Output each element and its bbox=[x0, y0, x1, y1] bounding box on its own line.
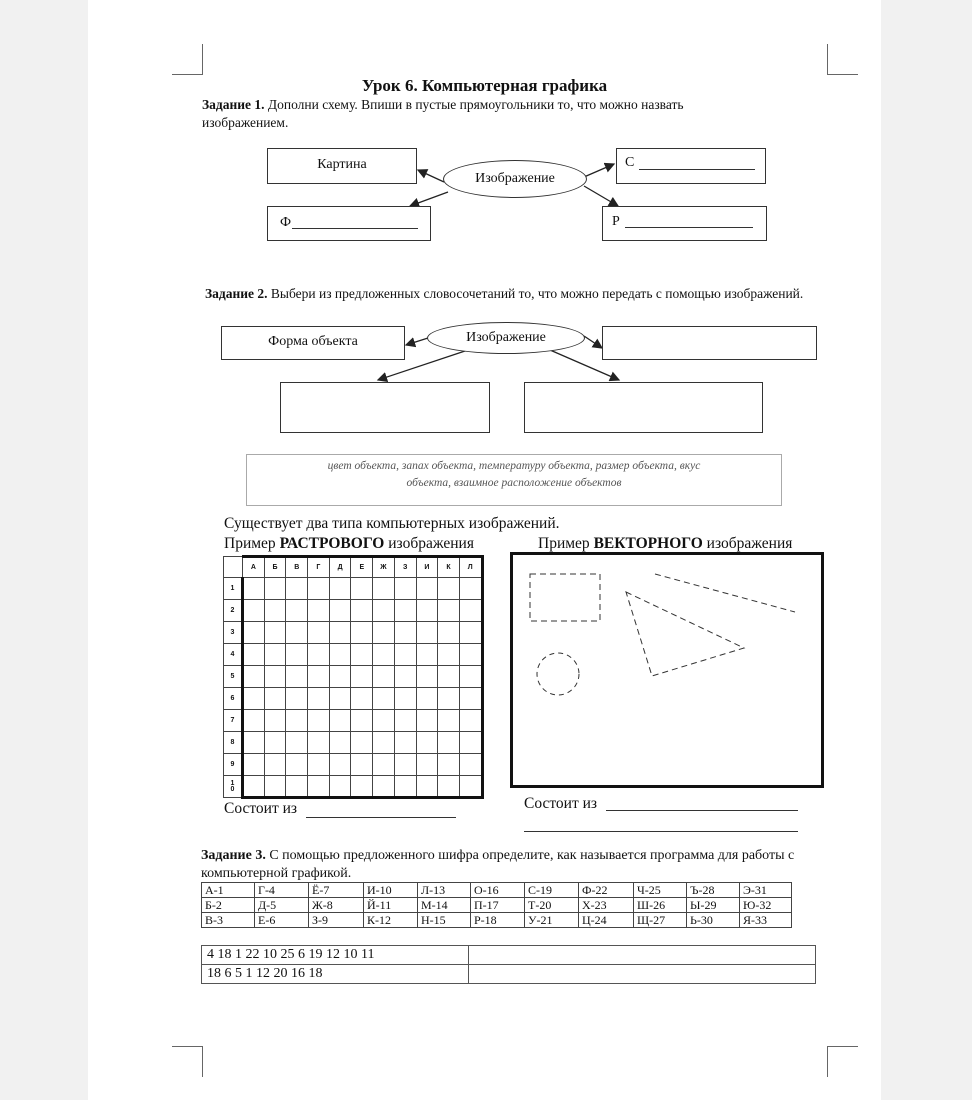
grid-column-header: Д bbox=[329, 557, 351, 578]
grid-cell[interactable] bbox=[438, 600, 460, 622]
grid-cell[interactable] bbox=[438, 732, 460, 754]
task2-box-br[interactable] bbox=[524, 382, 763, 433]
answer-table bbox=[201, 945, 816, 984]
grid-cell[interactable] bbox=[286, 622, 308, 644]
cipher-cell: А-1 bbox=[202, 883, 255, 898]
grid-column-header: К bbox=[438, 557, 460, 578]
raster-consists-blank[interactable] bbox=[306, 800, 456, 818]
grid-cell[interactable] bbox=[264, 644, 286, 666]
cipher-cell: Т-20 bbox=[525, 898, 579, 913]
grid-cell[interactable] bbox=[459, 622, 482, 644]
grid-cell[interactable] bbox=[308, 578, 330, 600]
grid-cell[interactable] bbox=[416, 578, 438, 600]
cipher-row bbox=[202, 883, 792, 898]
grid-cell[interactable] bbox=[286, 578, 308, 600]
crop-mark-br bbox=[827, 1046, 858, 1077]
grid-cell[interactable] bbox=[308, 732, 330, 754]
grid-cell[interactable] bbox=[373, 776, 395, 798]
arrow2-to-tr bbox=[584, 336, 602, 348]
grid-cell[interactable] bbox=[438, 644, 460, 666]
grid-column-header: И bbox=[416, 557, 438, 578]
grid-cell[interactable] bbox=[264, 688, 286, 710]
grid-cell[interactable] bbox=[459, 754, 482, 776]
grid-row-header: 1 0 bbox=[224, 776, 243, 798]
grid-column-header: В bbox=[286, 557, 308, 578]
cipher-cell: В-3 bbox=[202, 913, 255, 928]
grid-cell[interactable] bbox=[351, 754, 373, 776]
grid-cell[interactable] bbox=[286, 710, 308, 732]
grid-cell[interactable] bbox=[416, 754, 438, 776]
task3-text bbox=[201, 847, 811, 883]
grid-row-header: 1 bbox=[224, 578, 243, 600]
cipher-cell: Й-11 bbox=[364, 898, 418, 913]
task1-box-tl-label: Картина bbox=[317, 157, 367, 172]
grid-cell[interactable] bbox=[373, 732, 395, 754]
grid-cell[interactable] bbox=[264, 666, 286, 688]
grid-cell[interactable] bbox=[264, 600, 286, 622]
grid-cell[interactable] bbox=[308, 666, 330, 688]
cipher-cell: Ь-30 bbox=[687, 913, 740, 928]
task1-box-bl-letter: Ф bbox=[280, 215, 292, 230]
grid-cell[interactable] bbox=[394, 710, 416, 732]
grid-cell[interactable] bbox=[264, 578, 286, 600]
crop-mark-bl bbox=[172, 1046, 203, 1077]
cipher-cell: Ы-29 bbox=[687, 898, 740, 913]
grid-cell[interactable] bbox=[308, 644, 330, 666]
task2-box-tl-label: Форма объекта bbox=[268, 334, 358, 349]
grid-cell[interactable] bbox=[243, 644, 265, 666]
grid-cell[interactable] bbox=[308, 710, 330, 732]
code-line-1: 4 18 1 22 10 25 6 19 12 10 11 bbox=[202, 946, 469, 965]
grid-cell[interactable] bbox=[373, 754, 395, 776]
task2-arrows bbox=[88, 0, 881, 440]
raster-caption-post: изображения bbox=[384, 535, 474, 552]
raster-consists-label: Состоит из bbox=[224, 800, 298, 817]
grid-cell[interactable] bbox=[329, 732, 351, 754]
grid-cell[interactable] bbox=[459, 578, 482, 600]
grid-column-header: Г bbox=[308, 557, 330, 578]
cipher-cell: И-10 bbox=[364, 883, 418, 898]
grid-cell[interactable] bbox=[438, 578, 460, 600]
grid-cell[interactable] bbox=[416, 776, 438, 798]
grid-cell[interactable] bbox=[329, 578, 351, 600]
grid-cell[interactable] bbox=[459, 644, 482, 666]
grid-cell[interactable] bbox=[373, 688, 395, 710]
grid-cell[interactable] bbox=[416, 688, 438, 710]
task2-instruction: Выбери из предложенных словосочетаний то, что можно передать с помощью изображений. bbox=[267, 286, 804, 301]
cipher-cell: К-12 bbox=[364, 913, 418, 928]
task1-box-br-letter: Р bbox=[612, 214, 620, 229]
grid-cell[interactable] bbox=[438, 666, 460, 688]
grid-cell[interactable] bbox=[243, 578, 265, 600]
grid-cell[interactable] bbox=[416, 622, 438, 644]
grid-cell[interactable] bbox=[351, 666, 373, 688]
grid-cell[interactable] bbox=[243, 666, 265, 688]
grid-cell[interactable] bbox=[308, 688, 330, 710]
cipher-cell: Р-18 bbox=[471, 913, 525, 928]
cipher-cell: Ю-32 bbox=[740, 898, 792, 913]
task1-box-tr-letter: С bbox=[625, 155, 635, 170]
grid-cell[interactable] bbox=[416, 666, 438, 688]
grid-cell[interactable] bbox=[264, 754, 286, 776]
vector-consists-blank-2[interactable] bbox=[524, 815, 798, 832]
grid-cell[interactable] bbox=[286, 688, 308, 710]
grid-cell[interactable] bbox=[438, 776, 460, 798]
task2-center-label: Изображение bbox=[466, 330, 546, 345]
vector-caption bbox=[538, 535, 792, 553]
grid-cell[interactable] bbox=[308, 622, 330, 644]
raster-caption-pre: Пример bbox=[224, 535, 280, 552]
cipher-cell: Ё-7 bbox=[309, 883, 364, 898]
grid-cell[interactable] bbox=[459, 600, 482, 622]
cipher-cell: Х-23 bbox=[579, 898, 634, 913]
grid-cell[interactable] bbox=[394, 776, 416, 798]
grid-column-header: Л bbox=[459, 557, 482, 578]
grid-cell[interactable] bbox=[329, 776, 351, 798]
grid-cell[interactable] bbox=[329, 754, 351, 776]
grid-row-header: 5 bbox=[224, 666, 243, 688]
answer-field-1[interactable] bbox=[469, 946, 816, 965]
grid-cell[interactable] bbox=[308, 754, 330, 776]
grid-cell[interactable] bbox=[351, 622, 373, 644]
grid-cell[interactable] bbox=[373, 710, 395, 732]
cipher-table bbox=[201, 882, 792, 928]
answer-field-2[interactable] bbox=[469, 965, 816, 984]
cipher-row bbox=[202, 913, 792, 928]
grid-cell[interactable] bbox=[373, 622, 395, 644]
code-line-2: 18 6 5 1 12 20 16 18 bbox=[202, 965, 469, 984]
grid-cell[interactable] bbox=[286, 666, 308, 688]
vector-drawing bbox=[510, 552, 824, 788]
cipher-cell: С-19 bbox=[525, 883, 579, 898]
grid-cell[interactable] bbox=[416, 732, 438, 754]
grid-row-header: 6 bbox=[224, 688, 243, 710]
raster-caption-bold: РАСТРОВОГО bbox=[279, 535, 385, 552]
grid-cell[interactable] bbox=[329, 600, 351, 622]
grid-row-header: 3 bbox=[224, 622, 243, 644]
grid-cell[interactable] bbox=[243, 732, 265, 754]
cipher-cell: Ъ-28 bbox=[687, 883, 740, 898]
cipher-cell: З-9 bbox=[309, 913, 364, 928]
grid-cell[interactable] bbox=[286, 754, 308, 776]
answer-row-2 bbox=[202, 965, 816, 984]
grid-cell[interactable] bbox=[243, 776, 265, 798]
task2-word-options bbox=[246, 454, 782, 506]
grid-column-header: Б bbox=[264, 557, 286, 578]
grid-cell[interactable] bbox=[264, 732, 286, 754]
grid-cell[interactable] bbox=[416, 600, 438, 622]
cipher-cell: Д-5 bbox=[255, 898, 309, 913]
grid-cell[interactable] bbox=[394, 644, 416, 666]
cipher-cell: П-17 bbox=[471, 898, 525, 913]
grid-cell[interactable] bbox=[329, 644, 351, 666]
grid-cell[interactable] bbox=[264, 710, 286, 732]
grid-row-header: 7 bbox=[224, 710, 243, 732]
grid-row-header: 2 bbox=[224, 600, 243, 622]
task3-label: Задание 3. bbox=[201, 848, 266, 863]
cipher-cell: Л-13 bbox=[418, 883, 471, 898]
arrow2-to-tl bbox=[406, 338, 428, 345]
cipher-cell: Ж-8 bbox=[309, 898, 364, 913]
grid-cell[interactable] bbox=[329, 622, 351, 644]
cipher-row bbox=[202, 898, 792, 913]
grid-cell[interactable] bbox=[394, 754, 416, 776]
grid-cell[interactable] bbox=[373, 644, 395, 666]
grid-cell[interactable] bbox=[394, 578, 416, 600]
grid-cell[interactable] bbox=[286, 732, 308, 754]
cipher-cell: Ч-25 bbox=[634, 883, 687, 898]
grid-cell[interactable] bbox=[416, 710, 438, 732]
grid-cell[interactable] bbox=[286, 776, 308, 798]
grid-cell[interactable] bbox=[243, 754, 265, 776]
task1-center-label: Изображение bbox=[475, 171, 555, 186]
vector-caption-post: изображения bbox=[702, 535, 793, 552]
task2-words-line2: объекта, взаимное расположение объектов bbox=[406, 477, 622, 489]
grid-cell[interactable] bbox=[329, 666, 351, 688]
task1-instruction: Дополни схему. Впиши в пустые прямоугольники то, что можно назвать изображением. bbox=[202, 97, 684, 130]
vector-caption-bold: ВЕКТОРНОГО bbox=[593, 535, 703, 552]
grid-cell[interactable] bbox=[351, 776, 373, 798]
grid-cell[interactable] bbox=[459, 688, 482, 710]
cipher-cell: Б-2 bbox=[202, 898, 255, 913]
grid-cell[interactable] bbox=[394, 688, 416, 710]
grid-cell[interactable] bbox=[394, 600, 416, 622]
grid-corner bbox=[224, 557, 243, 578]
grid-cell[interactable] bbox=[438, 710, 460, 732]
task2-box-tr[interactable] bbox=[602, 326, 817, 360]
vector-consists-blank-1[interactable] bbox=[606, 794, 798, 811]
grid-cell[interactable] bbox=[351, 600, 373, 622]
grid-cell[interactable] bbox=[329, 710, 351, 732]
cipher-cell: М-14 bbox=[418, 898, 471, 913]
grid-cell[interactable] bbox=[394, 666, 416, 688]
grid-cell[interactable] bbox=[243, 622, 265, 644]
grid-cell[interactable] bbox=[243, 688, 265, 710]
raster-grid bbox=[223, 555, 484, 799]
grid-cell[interactable] bbox=[373, 666, 395, 688]
worksheet-page bbox=[88, 0, 881, 1100]
cipher-cell: У-21 bbox=[525, 913, 579, 928]
grid-row-header: 4 bbox=[224, 644, 243, 666]
grid-row-header: 9 bbox=[224, 754, 243, 776]
vector-caption-pre: Пример bbox=[538, 535, 594, 552]
cipher-cell: Ф-22 bbox=[579, 883, 634, 898]
cipher-cell: Щ-27 bbox=[634, 913, 687, 928]
types-heading: Существует два типа компьютерных изображений. bbox=[224, 515, 560, 532]
grid-cell[interactable] bbox=[329, 688, 351, 710]
cipher-wrapper bbox=[201, 882, 792, 928]
raster-caption bbox=[224, 535, 474, 553]
answer-wrapper bbox=[201, 945, 816, 984]
task2-center-ellipse bbox=[427, 322, 585, 354]
grid-cell[interactable] bbox=[308, 600, 330, 622]
grid-column-header: Ж bbox=[373, 557, 395, 578]
grid-column-header: А bbox=[243, 557, 265, 578]
task2-box-tl bbox=[221, 326, 405, 360]
task3-instruction: С помощью предложенного шифра определите, как называется программа для работы с компьютерной графикой. bbox=[201, 848, 795, 881]
grid-cell[interactable] bbox=[459, 732, 482, 754]
cipher-cell: Н-15 bbox=[418, 913, 471, 928]
answer-row-1 bbox=[202, 946, 816, 965]
grid-cell[interactable] bbox=[459, 666, 482, 688]
page-title: Урок 6. Компьютерная графика bbox=[361, 76, 608, 95]
cipher-cell: Я-33 bbox=[740, 913, 792, 928]
grid-cell[interactable] bbox=[438, 688, 460, 710]
grid-cell[interactable] bbox=[351, 644, 373, 666]
grid-cell[interactable] bbox=[459, 776, 482, 798]
task1-label: Задание 1. bbox=[202, 97, 265, 112]
grid-row-header: 8 bbox=[224, 732, 243, 754]
cipher-cell: Е-6 bbox=[255, 913, 309, 928]
grid-cell[interactable] bbox=[264, 776, 286, 798]
grid-cell[interactable] bbox=[308, 776, 330, 798]
task2-label: Задание 2. bbox=[205, 286, 268, 301]
cipher-cell: О-16 bbox=[471, 883, 525, 898]
grid-cell[interactable] bbox=[243, 600, 265, 622]
raster-grid-wrapper bbox=[223, 555, 484, 799]
grid-cell[interactable] bbox=[394, 732, 416, 754]
grid-cell[interactable] bbox=[286, 600, 308, 622]
grid-cell[interactable] bbox=[351, 688, 373, 710]
grid-cell[interactable] bbox=[264, 622, 286, 644]
grid-cell[interactable] bbox=[438, 754, 460, 776]
grid-column-header: З bbox=[394, 557, 416, 578]
grid-cell[interactable] bbox=[351, 578, 373, 600]
grid-column-header: Е bbox=[351, 557, 373, 578]
cipher-cell: Ц-24 bbox=[579, 913, 634, 928]
cipher-cell: Ш-26 bbox=[634, 898, 687, 913]
grid-cell[interactable] bbox=[438, 622, 460, 644]
grid-cell[interactable] bbox=[351, 710, 373, 732]
grid-cell[interactable] bbox=[243, 710, 265, 732]
task2-box-bl[interactable] bbox=[280, 382, 490, 433]
task2-words-line1: цвет объекта, запах объекта, температуру объекта, размер объекта, вкус bbox=[327, 460, 701, 472]
grid-cell[interactable] bbox=[459, 710, 482, 732]
vector-consists-label: Состоит из bbox=[524, 795, 598, 812]
grid-cell[interactable] bbox=[416, 644, 438, 666]
grid-cell[interactable] bbox=[394, 622, 416, 644]
grid-cell[interactable] bbox=[286, 644, 308, 666]
grid-cell[interactable] bbox=[351, 732, 373, 754]
cipher-cell: Г-4 bbox=[255, 883, 309, 898]
cipher-cell: Э-31 bbox=[740, 883, 792, 898]
grid-cell[interactable] bbox=[373, 578, 395, 600]
grid-cell[interactable] bbox=[373, 600, 395, 622]
